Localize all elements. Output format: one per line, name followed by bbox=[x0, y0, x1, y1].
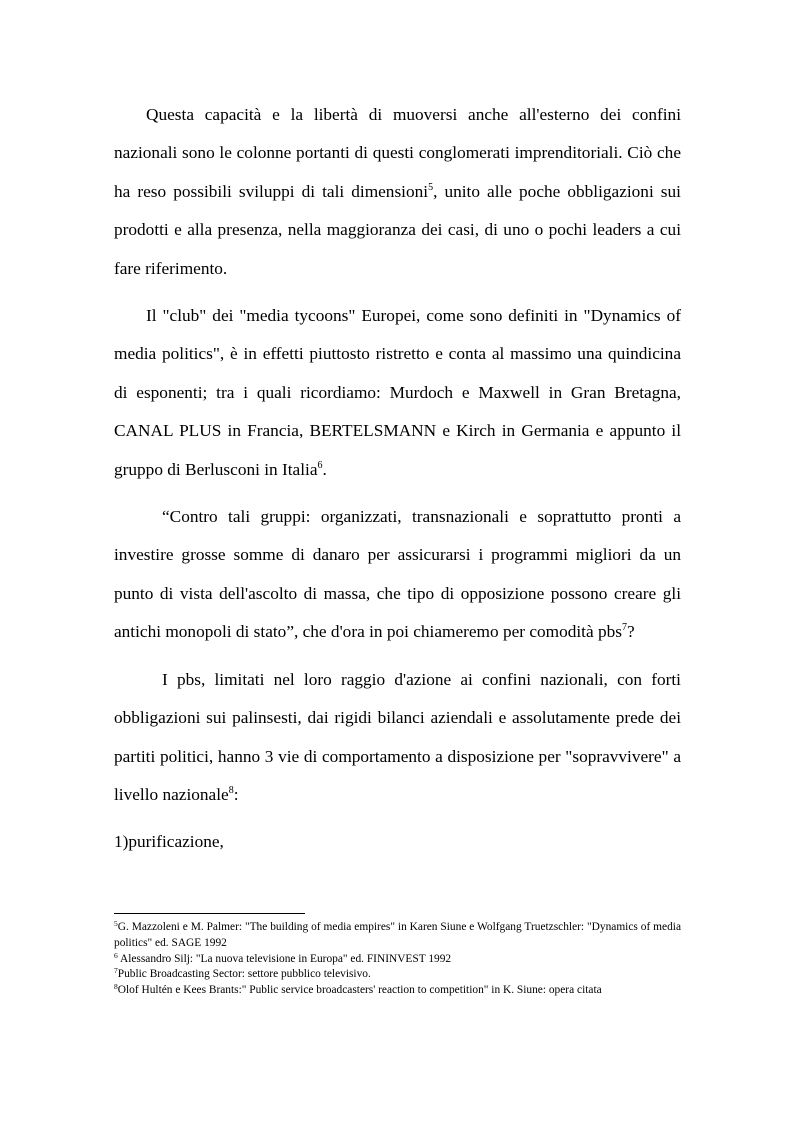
paragraph-text: “Contro tali gruppi: organizzati, transnazionali e soprattutto pronti a investire grosse somme di danaro per assicurarsi i programmi migliori da un punto di vista dell'ascolto di massa, che tipo di opposizione possono creare gli antichi monopoli di stato”, che d'ora in poi chiameremo per comodità pbs bbox=[114, 507, 681, 642]
paragraph-text: , unito alle poche obbligazioni sui prodotti e alla presenza, nella maggioranza dei casi, di uno o pochi leaders a cui fare riferimento. bbox=[114, 181, 681, 278]
footnote-text: Public Broadcasting Sector: settore pubblico televisivo. bbox=[117, 968, 371, 981]
footnote-reference: 5 bbox=[428, 181, 434, 193]
footnote-separator bbox=[114, 913, 305, 914]
footnote-text: Alessandro Silj: "La nuova televisione in Europa" ed. FININVEST 1992 bbox=[117, 952, 452, 965]
footnote-5 bbox=[114, 920, 681, 952]
footnote-8 bbox=[114, 983, 681, 999]
paragraph-text: I pbs, limitati nel loro raggio d'azione ai confini nazionali, con forti obbligazioni sui palinsesti, dai rigidi bilanci aziendali e assolutamente prede dei partiti politici, hanno 3 vie di comportamento a disposizione per "sopravvivere" a livello nazionale bbox=[114, 669, 681, 804]
paragraph-text: Questa capacità e la libertà di muoversi anche all'esterno dei confini nazionali sono le colonne portanti di questi conglomerati imprenditoriali. Ciò che ha reso possibili sviluppi di tali dimensioni bbox=[114, 105, 681, 201]
footnote-7 bbox=[114, 967, 681, 983]
paragraph-2 bbox=[114, 297, 681, 489]
footnote-mark: 5 bbox=[114, 919, 118, 928]
paragraph-4 bbox=[114, 661, 681, 815]
paragraph-1 bbox=[114, 96, 681, 288]
footnote-reference: 8 bbox=[228, 784, 234, 796]
paragraph-3 bbox=[114, 498, 681, 652]
footnote-reference: 6 bbox=[317, 459, 323, 471]
body-text bbox=[114, 96, 681, 871]
footnote-mark: 7 bbox=[114, 966, 118, 976]
footnote-6 bbox=[114, 952, 681, 968]
paragraph-text: . bbox=[322, 459, 327, 479]
footnote-mark: 8 bbox=[114, 982, 118, 992]
paragraph-text: : bbox=[233, 784, 239, 804]
list-item: 1)purificazione, bbox=[114, 832, 224, 852]
footnote-mark: 6 bbox=[114, 950, 118, 960]
footnote-text: Olof Hultén e Kees Brants:" Public service broadcasters' reaction to competition" in K. Siune: opera citata bbox=[117, 984, 602, 997]
paragraph-text: Il "club" dei "media tycoons" Europei, come sono definiti in "Dynamics of media politics", è in effetti piuttosto ristretto e conta al massimo una quindicina di esponenti; tra i quali ricordiamo: Murdoch e Maxwell in Gran Bretagna, CANAL PLUS in Francia, BERTELSMANN e Kirch in Germania e appunto il gruppo di Berlusconi in Italia bbox=[114, 306, 681, 479]
footnote-reference: 7 bbox=[621, 622, 627, 634]
footnotes bbox=[114, 920, 681, 999]
footnote-text: G. Mazzoleni e M. Palmer: "The building of media empires" in Karen Siune e Wolfgang Truetzschler: "Dynamics of media politics" ed. SAGE 1992 bbox=[114, 921, 681, 949]
paragraph-text: ? bbox=[626, 622, 635, 642]
